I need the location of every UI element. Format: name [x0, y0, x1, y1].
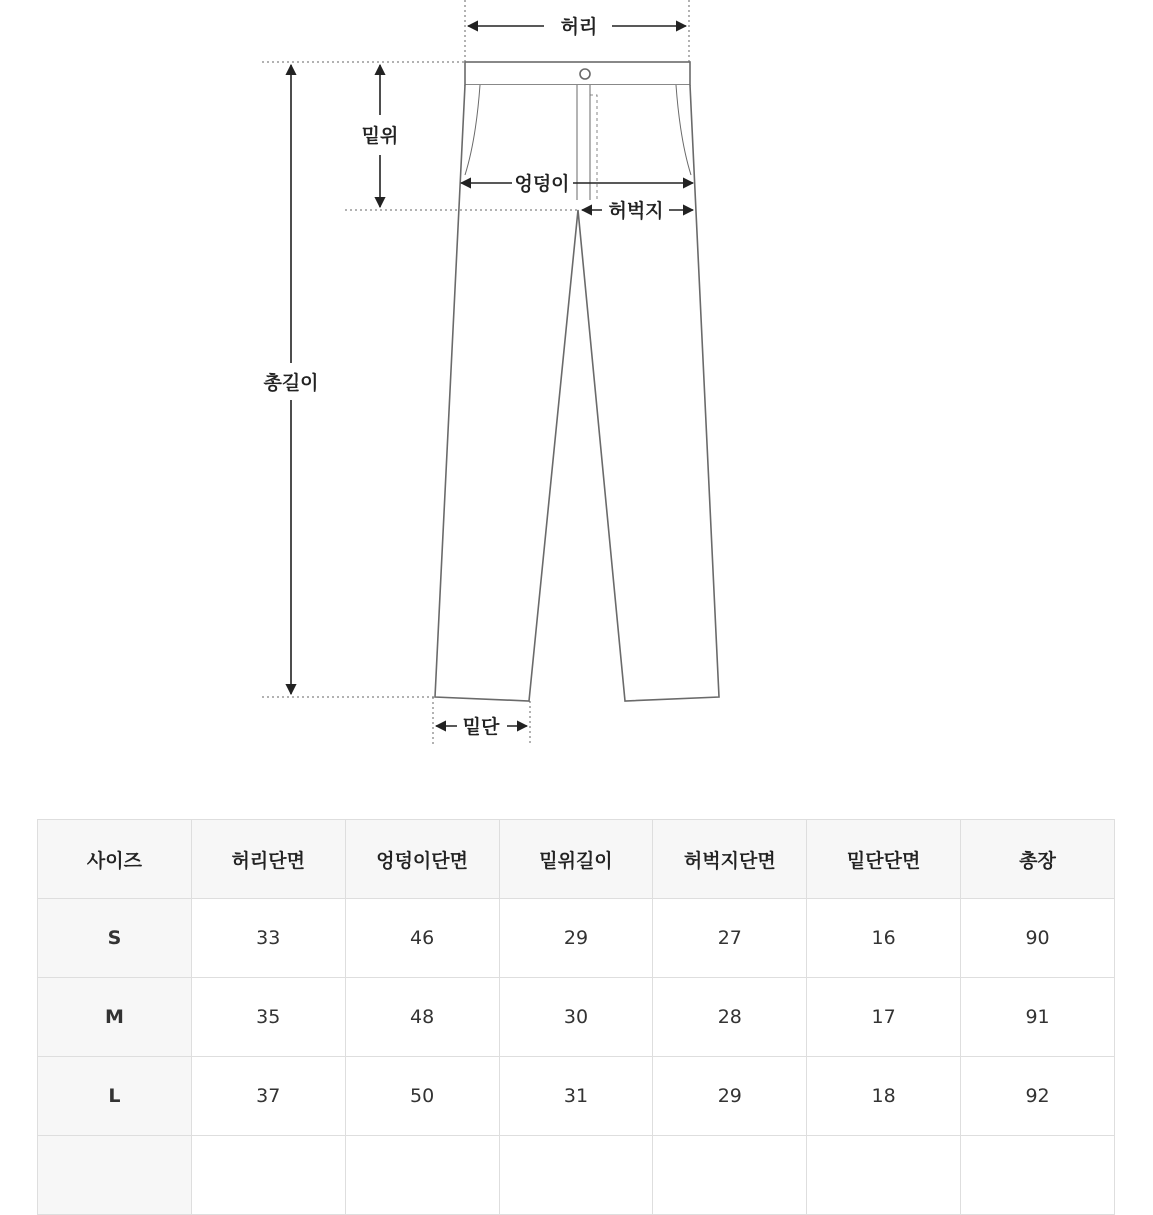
table-cell: 37 — [191, 1057, 345, 1136]
header-rise: 밑위길이 — [499, 820, 653, 899]
table-cell-empty — [807, 1136, 961, 1215]
table-cell: 16 — [807, 899, 961, 978]
rise-label: 밑위 — [361, 125, 399, 147]
table-cell: 92 — [961, 1057, 1115, 1136]
size-cell: S — [38, 899, 192, 978]
table-cell: 91 — [961, 978, 1115, 1057]
table-cell: 31 — [499, 1057, 653, 1136]
hip-label: 엉덩이 — [514, 173, 570, 195]
table-header-row — [38, 820, 1115, 899]
table-cell: 35 — [191, 978, 345, 1057]
table-cell-empty — [653, 1136, 807, 1215]
header-total-length: 총장 — [961, 820, 1115, 899]
total-length-label: 총길이 — [263, 372, 319, 394]
table-cell: 29 — [653, 1057, 807, 1136]
header-size: 사이즈 — [38, 820, 192, 899]
table-cell: 18 — [807, 1057, 961, 1136]
table-cell: 27 — [653, 899, 807, 978]
pants-outline — [435, 62, 719, 701]
header-thigh: 허벅지단면 — [653, 820, 807, 899]
size-cell: M — [38, 978, 192, 1057]
thigh-label: 허벅지 — [608, 200, 664, 222]
header-waist: 허리단면 — [191, 820, 345, 899]
hem-label: 밑단 — [462, 716, 500, 738]
table-cell: 30 — [499, 978, 653, 1057]
header-hip: 엉덩이단면 — [345, 820, 499, 899]
table-cell: 29 — [499, 899, 653, 978]
waist-label: 허리 — [560, 16, 598, 38]
table-cell: 46 — [345, 899, 499, 978]
table-row-partial — [38, 1136, 1115, 1215]
header-hem: 밑단단면 — [807, 820, 961, 899]
table-cell-empty — [499, 1136, 653, 1215]
table-cell: 33 — [191, 899, 345, 978]
table-cell: 28 — [653, 978, 807, 1057]
table-cell-empty — [191, 1136, 345, 1215]
table-cell-empty — [345, 1136, 499, 1215]
table-cell: 17 — [807, 978, 961, 1057]
table-row — [38, 899, 1115, 978]
table-cell: 50 — [345, 1057, 499, 1136]
size-cell: L — [38, 1057, 192, 1136]
table-row — [38, 1057, 1115, 1136]
size-cell-empty — [38, 1136, 192, 1215]
size-chart-table — [37, 819, 1115, 1215]
table-cell: 90 — [961, 899, 1115, 978]
table-cell-empty — [961, 1136, 1115, 1215]
table-cell: 48 — [345, 978, 499, 1057]
table-row — [38, 978, 1115, 1057]
